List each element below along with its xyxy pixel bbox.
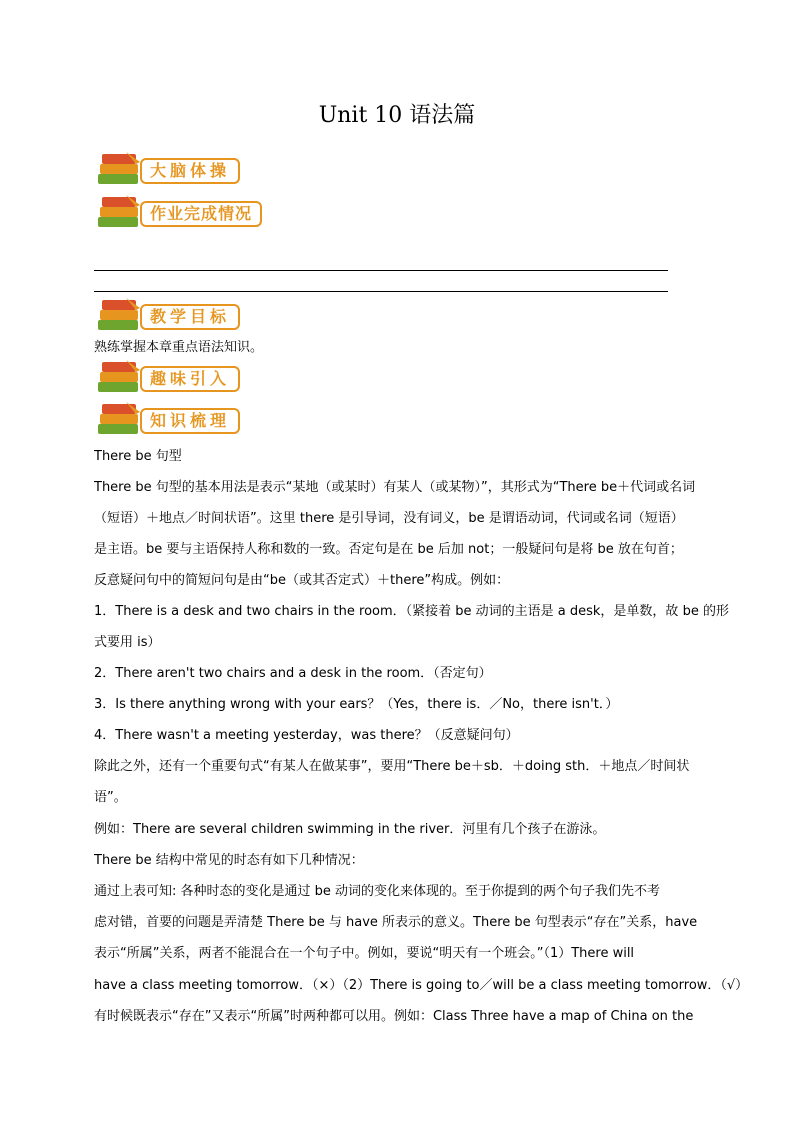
body-line: 虑对错，首要的问题是弄清楚 There be 与 have 所表示的意义。There be 句型表示“存在”关系，have (94, 915, 698, 930)
body-line: 是主语。be 要与主语保持人称和数的一致。否定句是在 be 后加 not；一般疑问句是将 be 放在句首； (94, 542, 683, 557)
books-icon (96, 400, 144, 440)
answer-line (94, 291, 668, 292)
books-icon (96, 358, 144, 398)
body-line: 3．Is there anything wrong with your ears？（Yes，there is．／No，there isn't．） (94, 697, 619, 712)
body-line: 4．There wasn't a meeting yesterday，was there？（反意疑问句） (94, 728, 519, 743)
body-line: There be 句型 (94, 449, 182, 464)
books-icon (96, 193, 144, 233)
body-line: 例如：There are several children swimming in the river．河里有几个孩子在游泳。 (94, 822, 606, 837)
body-line: 除此之外，还有一个重要句式“有某人在做某事”，要用“There be＋sb．＋doing sth．＋地点／时间状 (94, 759, 690, 774)
page-title: Unit 10 语法篇 (318, 103, 476, 128)
books-icon (96, 150, 144, 190)
body-line: 1．There is a desk and two chairs in the room．（紧接着 be 动词的主语是 a desk，是单数，故 be 的形 (94, 604, 729, 619)
badge-label-homework: 作业完成情况 (140, 201, 262, 227)
books-icon (96, 296, 144, 336)
body-line: 有时候既表示“存在”又表示“所属”时两种都可以用。例如：Class Three have a map of China on the (94, 1009, 694, 1024)
badge-label-warmup: 大脑体操 (140, 158, 240, 184)
objective-text: 熟练掌握本章重点语法知识。 (94, 340, 264, 355)
body-line: 反意疑问句中的简短问句是由“be（或其否定式）＋there”构成。例如： (94, 573, 510, 588)
body-line: （短语）＋地点／时间状语”。这里 there 是引导词，没有词义，be 是谓语动词，代词或名词（短语） (94, 511, 684, 526)
body-line: 2．There aren't two chairs and a desk in the room．（否定句） (94, 666, 492, 681)
body-line: There be 句型的基本用法是表示“某地（或某时）有某人（或某物）”，其形式为“There be＋代词或名词 (94, 480, 696, 495)
badge-label-objectives: 教学目标 (140, 304, 240, 330)
badge-label-intro: 趣味引入 (140, 366, 240, 392)
badge-label-knowledge: 知识梳理 (140, 408, 240, 434)
body-line: 式要用 is） (94, 635, 161, 650)
answer-line (94, 270, 668, 271)
body-line: 通过上表可知: 各种时态的变化是通过 be 动词的变化来体现的。至于你提到的两个句子我们先不考 (94, 884, 661, 899)
body-line: 表示“所属”关系，两者不能混合在一个句子中。例如，要说“明天有一个班会。”（1）There will (94, 946, 635, 961)
body-line: 语”。 (94, 790, 127, 805)
body-line: have a class meeting tomorrow．（×）（2）There is going to／will be a class meeting tomorrow．（√） (94, 978, 749, 993)
body-line: There be 结构中常见的时态有如下几种情况： (94, 853, 364, 868)
